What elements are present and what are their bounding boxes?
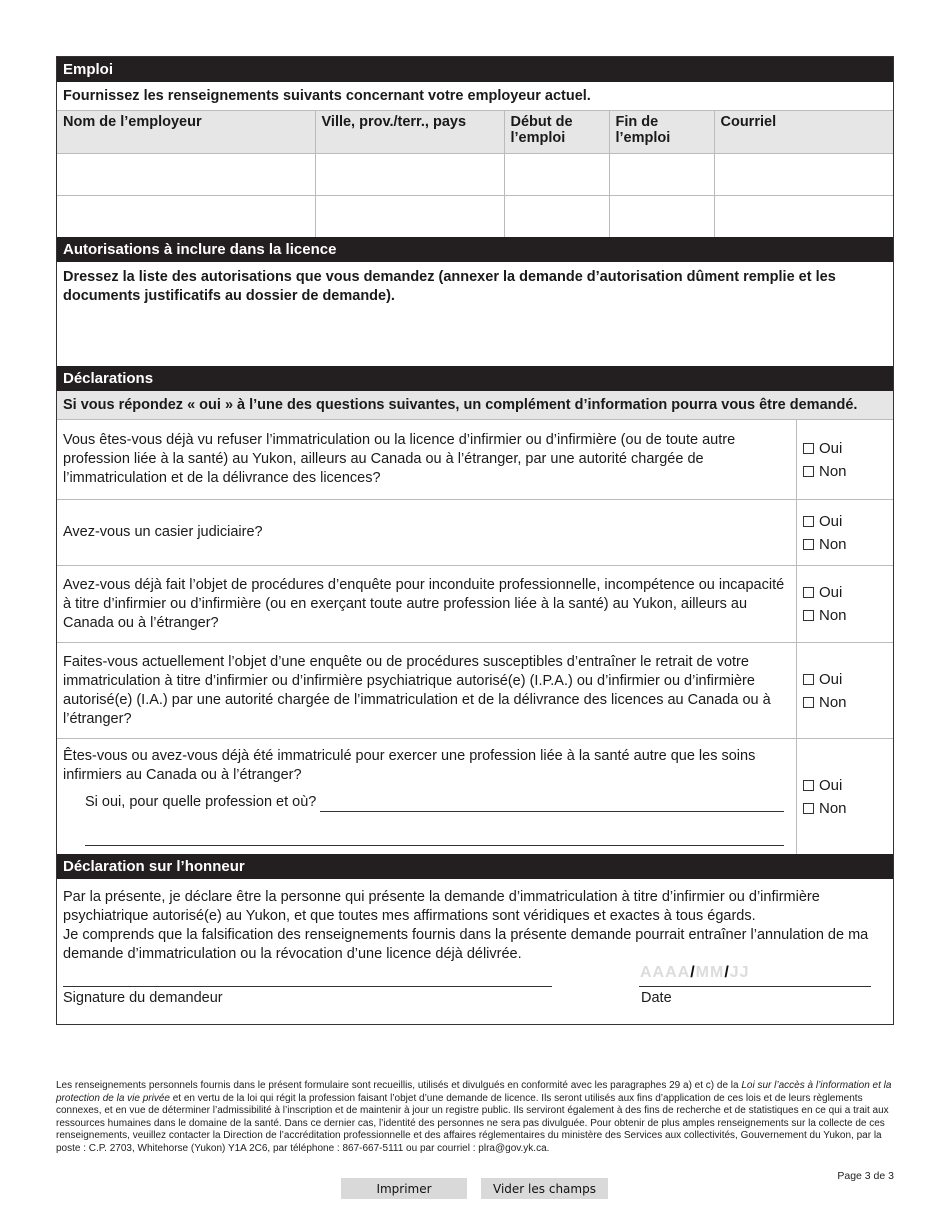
section-header-autorisations: Autorisations à inclure dans la licence xyxy=(57,237,893,262)
section-header-emploi: Emploi xyxy=(57,57,893,82)
question-text: Avez-vous un casier judiciaire? xyxy=(63,524,263,540)
table-row xyxy=(57,196,893,238)
yes-label: Oui xyxy=(819,512,843,530)
checkbox-icon xyxy=(803,443,814,454)
question-text: Vous êtes-vous déjà vu refuser l’immatriculation ou la licence d’infirmier ou d’infirmière (ou de toute autre profession liée à la santé) au Yukon, ailleurs au Canada ou à l’étranger, par une autorité chargée de l’immatriculation et de la délivrance des licences? xyxy=(63,432,736,486)
yes-label: Oui xyxy=(819,439,843,457)
table-row xyxy=(57,154,893,196)
followup-label: Si oui, pour quelle profession et où? xyxy=(85,794,317,810)
yes-label: Oui xyxy=(819,776,843,794)
checkbox-icon xyxy=(803,697,814,708)
privacy-text-2: et en vertu de la loi qui régit la profession faisant l’objet d’une demande de licence. Ils seront utilisés aux fins d’application de ces lois et de leurs règlements connexes, et en vue de déterminer l’admissibilité à l’inscription et de maintenir à jour un registre public. Ils serviront également à des fins de recherche et de statistiques en ce qui a trait aux ressources humaines dans le domaine de la santé. Dans ce dernier cas, l’identité des personnes ne sera pas divulguée. Pour obtenir de plus amples renseignements sur la collecte de ces renseignements, veuillez contacter la Direction de l’accréditation professionnelle et des affaires réglementaires du ministère des Services aux collectivités, Gouvernement du Yukon, par la poste : C.P. 2703, Whitehorse (Yukon) Y1A 2C6, par téléphone : 867-667-5111 ou par courriel : plra@gov.yk.ca. xyxy=(56,1092,889,1154)
question-row xyxy=(57,738,893,854)
question-row xyxy=(57,642,893,738)
privacy-notice xyxy=(56,1080,898,1156)
signature-row xyxy=(57,964,893,1024)
date-underline xyxy=(639,986,871,987)
yes-checkbox[interactable] xyxy=(803,437,893,460)
no-label: Non xyxy=(819,607,847,624)
city-field[interactable] xyxy=(315,196,504,238)
privacy-law-title: Loi sur l’accès à l’information et la protection de la vie privée xyxy=(56,1080,892,1104)
followup-field[interactable] xyxy=(320,794,784,812)
print-button[interactable]: Imprimer xyxy=(341,1178,467,1199)
honour-paragraph-1: Par la présente, je déclare être la personne qui présente la demande d’immatriculation à titre d’infirmier ou d’infirmière psychiatrique autorisé(e) au Yukon, et que toutes mes affirmations sont véridiques et exactes à tous égards. xyxy=(63,889,820,924)
start-date-field[interactable] xyxy=(504,154,609,196)
checkbox-icon xyxy=(803,803,814,814)
no-checkbox[interactable] xyxy=(803,604,893,627)
clear-fields-button[interactable]: Vider les champs xyxy=(481,1178,608,1199)
employer-table xyxy=(57,111,893,237)
honour-statement xyxy=(57,879,893,964)
honour-paragraph-2: Je comprends que la falsification des renseignements fournis dans la présente demande pourrait entraîner l’annulation de ma demande d’immatriculation ou la révocation d’une licence déjà délivrée. xyxy=(63,927,869,962)
yes-checkbox[interactable] xyxy=(803,581,893,604)
section-header-declarations: Déclarations xyxy=(57,366,893,391)
yes-checkbox[interactable] xyxy=(803,668,893,691)
yes-checkbox[interactable] xyxy=(803,774,893,797)
checkbox-icon xyxy=(803,610,814,621)
question-text: Faites-vous actuellement l’objet d’une enquête ou de procédures susceptibles d’entraîner le retrait de votre immatriculation à titre d’infirmier ou d’infirmière psychiatrique autorisé(e) (I.P.A.) ou d’infirmier ou d’infirmière autorisé(e) (I.A.) par une autorité chargée de l’immatriculation et de la délivrance des licences au Canada ou à l’étranger? xyxy=(63,653,771,727)
no-checkbox[interactable] xyxy=(803,797,893,820)
date-label: Date xyxy=(641,990,672,1006)
authorizations-field[interactable] xyxy=(57,262,893,366)
page-number: Page 3 de 3 xyxy=(837,1170,894,1182)
date-day-placeholder: JJ xyxy=(729,964,750,981)
privacy-text-1: Les renseignements personnels fournis dans le présent formulaire sont recueillis, utilisés et divulgués en conformité avec les paragraphes 29 a) et c) de la xyxy=(56,1080,742,1091)
employer-name-field[interactable] xyxy=(57,196,315,238)
yes-checkbox[interactable] xyxy=(803,510,893,533)
yes-label: Oui xyxy=(819,670,843,688)
date-separator: / xyxy=(690,964,696,981)
no-label: Non xyxy=(819,799,847,817)
col-city: Ville, prov./terr., pays xyxy=(315,111,504,154)
question-text: Avez-vous déjà fait l’objet de procédures d’enquête pour inconduite professionnelle, incompétence ou incapacité à titre d’infirmier ou d’infirmière (ou en exerçant toute autre profession liée à la santé) au Yukon, ailleurs au Canada ou à l’étranger? xyxy=(63,576,785,631)
question-text: Êtes-vous ou avez-vous déjà été immatriculé pour exercer une profession liée à la santé autre que les soins infirmiers au Canada ou à l’étranger? xyxy=(63,748,756,783)
checkbox-icon xyxy=(803,539,814,550)
declarations-intro: Si vous répondez « oui » à l’une des questions suivantes, un complément d’information pourra vous être demandé. xyxy=(57,391,893,419)
date-month-placeholder: MM xyxy=(695,964,725,981)
end-date-field[interactable] xyxy=(609,196,714,238)
section-header-honneur: Déclaration sur l’honneur xyxy=(57,854,893,879)
yes-label: Oui xyxy=(819,584,843,601)
checkbox-icon xyxy=(803,780,814,791)
city-field[interactable] xyxy=(315,154,504,196)
email-field[interactable] xyxy=(714,154,893,196)
followup-field-line-2[interactable] xyxy=(85,830,784,846)
no-label: Non xyxy=(819,462,847,480)
no-checkbox[interactable] xyxy=(803,533,893,556)
question-row xyxy=(57,565,893,642)
start-date-field[interactable] xyxy=(504,196,609,238)
checkbox-icon xyxy=(803,466,814,477)
autorisations-intro: Dressez la liste des autorisations que vous demandez (annexer la demande d’autorisation dûment remplie et les documents justificatifs au dossier de demande). xyxy=(63,269,836,304)
col-email: Courriel xyxy=(714,111,893,154)
question-row xyxy=(57,419,893,499)
end-date-field[interactable] xyxy=(609,154,714,196)
emploi-intro: Fournissez les renseignements suivants concernant votre employeur actuel. xyxy=(57,82,893,111)
email-field[interactable] xyxy=(714,196,893,238)
employer-name-field[interactable] xyxy=(57,154,315,196)
employer-table-header xyxy=(57,111,893,154)
col-end: Fin de l’emploi xyxy=(609,111,714,154)
signature-label: Signature du demandeur xyxy=(63,990,223,1006)
no-label: Non xyxy=(819,535,847,553)
signature-field[interactable] xyxy=(63,986,552,987)
col-start: Début de l’emploi xyxy=(504,111,609,154)
checkbox-icon xyxy=(803,674,814,685)
no-checkbox[interactable] xyxy=(803,691,893,714)
question-row xyxy=(57,499,893,565)
date-year-placeholder: AAAA xyxy=(640,964,691,981)
date-field[interactable] xyxy=(640,964,750,982)
col-employer-name: Nom de l’employeur xyxy=(57,111,315,154)
checkbox-icon xyxy=(803,587,814,598)
date-separator: / xyxy=(724,964,730,981)
application-form xyxy=(56,56,894,1025)
checkbox-icon xyxy=(803,516,814,527)
no-label: Non xyxy=(819,693,847,711)
no-checkbox[interactable] xyxy=(803,460,893,483)
